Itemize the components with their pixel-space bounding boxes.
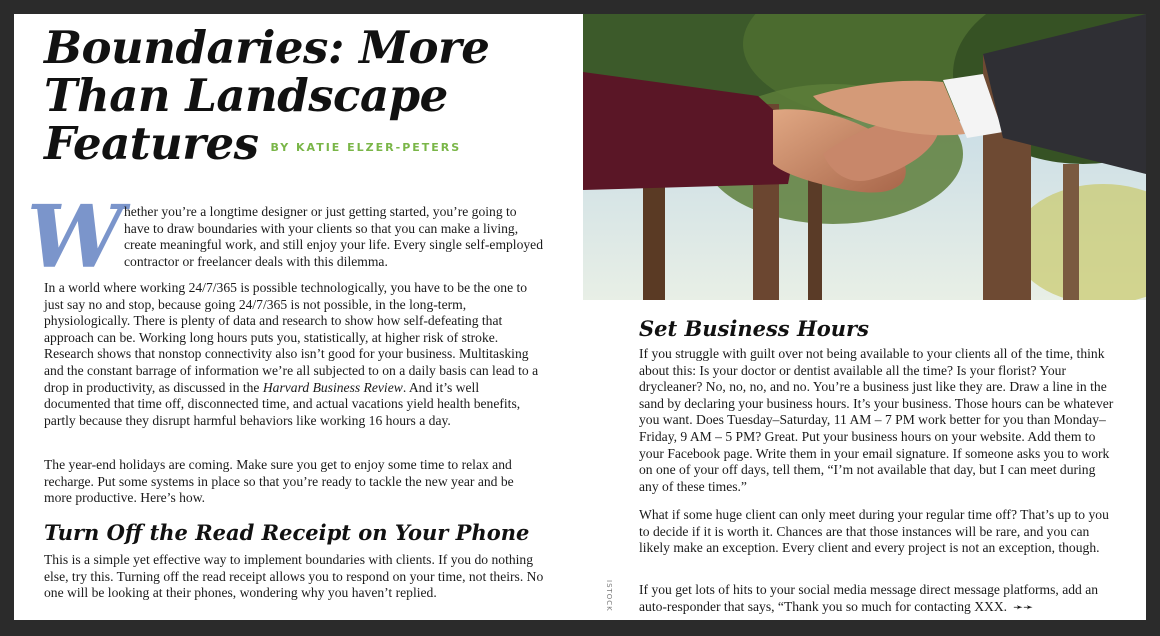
- paragraph-huge-client: What if some huge client can only meet during your regular time off? That’s up to you to decide if it is worth it. Chances are that those instances will be rare, and you can likely make an exception. Every client and every project is not an exception, though.: [639, 507, 1109, 556]
- paragraph-read-receipt: This is a simple yet effective way to implement boundaries with clients. If you do nothing else, try this. Turning off the read receipt allows you to respond on your time, not theirs. No one will be looking at their phones, wondering why you haven’t replied.: [44, 552, 544, 601]
- byline: BY KATIE ELZER-PETERS: [270, 140, 462, 154]
- paragraph-intro: [44, 280, 544, 429]
- photo-credit: ISTOCK: [605, 580, 613, 612]
- section-heading-business-hours: Set Business Hours: [639, 316, 869, 341]
- handshake-photo: [583, 14, 1146, 300]
- left-page: [14, 14, 583, 620]
- drop-cap: W: [26, 187, 124, 288]
- article-title: [44, 21, 564, 172]
- paragraph-business-hours: If you struggle with guilt over not being available to your clients all of the time, think about this: Is your doctor or dentist available all the time? Is your florist? Your drycleaner? No, no, no, and no. You’re a business just like they are. Draw a line in the sand by declaring your business hours. It’s your business. Those hours can be whatever you want. Does Tuesday–Saturday, 11 AM – 7 PM work better for you than Monday–Friday, 9 AM – 5 PM? Great. Put your business hours on your website. Add them to your Facebook page. Write them in your email signature. If someone asks you to work on one of your off days, tell them, “I’m not available that day, but I can meet during any of these times.”: [639, 346, 1114, 494]
- title-text: Boundaries: More Than Landscape Features: [44, 21, 490, 170]
- paragraph-intro-a: In a world where working 24/7/365 is possible technologically, you have to be the one to just say no and stop, because going 24/7/365 is not possible, in the long-term, physiologically. There is plenty of data and research to show how self-defeating that approach can be. Working long hours puts you, statistically, at higher risk of stroke. Research shows that nonstop connectivity also isn’t good for your business. Multitasking and the constant barrage of information we’re all subjected to on a daily basis can lead to a drop in productivity, as discussed in the: [44, 280, 539, 395]
- auto-responder-text: If you get lots of hits to your social media message direct message platforms, add an auto-responder that says, “Thank you so much for contacting XXX.: [639, 582, 1099, 614]
- publication-title: Harvard Business Review: [262, 379, 403, 395]
- paragraph-holidays: The year-end holidays are coming. Make sure you get to enjoy some time to relax and recharge. Put some systems in place so that you’re ready to tackle the new year and be more productive. Here’s how.: [44, 457, 514, 506]
- right-page: [583, 14, 1146, 620]
- section-heading-read-receipt: Turn Off the Read Receipt on Your Phone: [44, 520, 530, 545]
- continue-arrow-icon: ➛➛: [1013, 599, 1034, 614]
- paragraph-auto-responder: [639, 582, 1117, 615]
- paragraph-intro-b: . And it’s well documented that time off, disconnected time, and actual vacations yield health benefits, partly because they disrupt harmful behaviors like working 16 hours a day.: [44, 379, 521, 428]
- lead-paragraph: hether you’re a longtime designer or just getting started, you’re going to have to draw boundaries with your clients so that you can make a living, create meaningful work, and still enjoy your life. Every single self-employed contractor or freelancer deals with this dilemma.: [124, 204, 544, 269]
